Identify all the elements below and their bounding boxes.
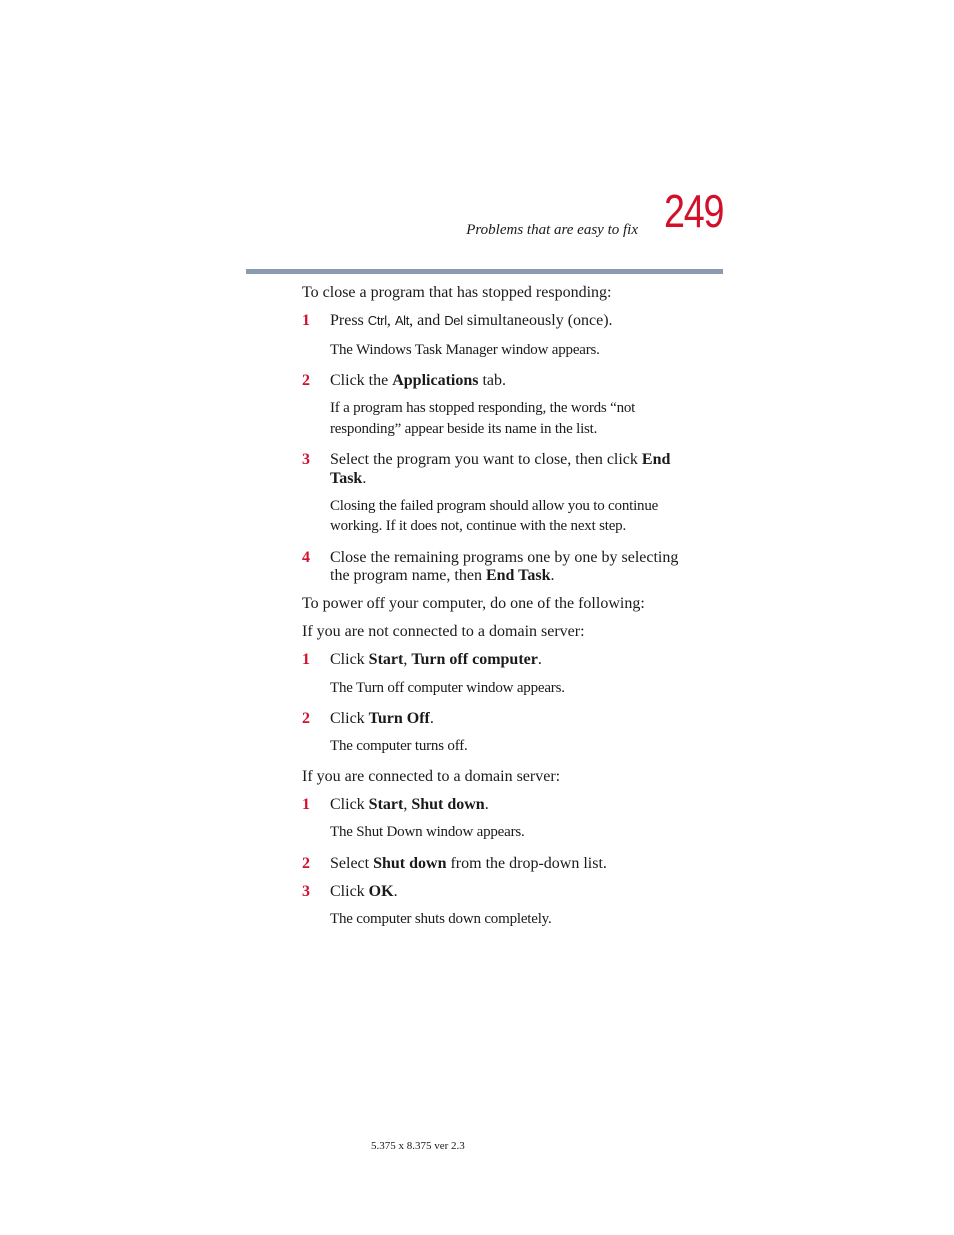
close-step-1: Press Ctrl, Alt, and Del simultaneously (once). xyxy=(330,312,613,329)
step-number: 1 xyxy=(302,312,310,329)
close-step-1-result: The Windows Task Manager window appears. xyxy=(330,342,600,358)
connected-heading: If you are connected to a domain server: xyxy=(302,768,561,785)
alt-key: Alt xyxy=(394,313,410,328)
connected-step-2: Select Shut down from the drop-down list. xyxy=(330,855,607,872)
section-title: Problems that are easy to fix xyxy=(466,222,638,238)
not-connected-step-1-result: The Turn off computer window appears. xyxy=(330,680,565,696)
step-number: 1 xyxy=(302,796,310,813)
step-number: 2 xyxy=(302,855,310,872)
connected-step-3-result: The computer shuts down completely. xyxy=(330,911,552,927)
header-divider xyxy=(246,269,723,274)
close-step-4-line-1: Close the remaining programs one by one by selecting xyxy=(330,549,679,566)
close-step-3-line-1: Select the program you want to close, then click End xyxy=(330,451,671,468)
close-step-2-result-line-1: If a program has stopped responding, the words “not xyxy=(330,400,636,416)
not-connected-step-2: Click Turn Off. xyxy=(330,710,434,727)
connected-step-1: Click Start, Shut down. xyxy=(330,796,489,813)
step-number: 3 xyxy=(302,451,310,468)
intro-close-paragraph: To close a program that has stopped responding: xyxy=(302,284,612,301)
ctrl-key: Ctrl xyxy=(367,313,387,328)
close-step-3-result-line-2: working. If it does not, continue with the next step. xyxy=(330,518,627,534)
not-connected-heading: If you are not connected to a domain server: xyxy=(302,623,585,640)
close-step-3-result-line-1: Closing the failed program should allow you to continue xyxy=(330,498,659,514)
del-key: Del xyxy=(444,313,463,328)
intro-power-paragraph: To power off your computer, do one of the following: xyxy=(302,595,645,612)
connected-step-1-result: The Shut Down window appears. xyxy=(330,824,525,840)
close-step-2: Click the Applications tab. xyxy=(330,372,507,389)
close-step-4-line-2: the program name, then End Task. xyxy=(330,567,555,584)
connected-step-3: Click OK. xyxy=(330,883,398,900)
not-connected-step-2-result: The computer turns off. xyxy=(330,738,468,754)
step-number: 2 xyxy=(302,372,310,389)
step-number: 4 xyxy=(302,549,310,566)
step-number: 2 xyxy=(302,710,310,727)
close-step-3-line-2: Task. xyxy=(330,470,367,487)
page-number: 249 xyxy=(664,185,724,237)
not-connected-step-1: Click Start, Turn off computer. xyxy=(330,651,542,668)
page-footer: 5.375 x 8.375 ver 2.3 xyxy=(371,1140,465,1152)
step-number: 3 xyxy=(302,883,310,900)
close-step-2-result-line-2: responding” appear beside its name in the list. xyxy=(330,421,598,437)
step-number: 1 xyxy=(302,651,310,668)
